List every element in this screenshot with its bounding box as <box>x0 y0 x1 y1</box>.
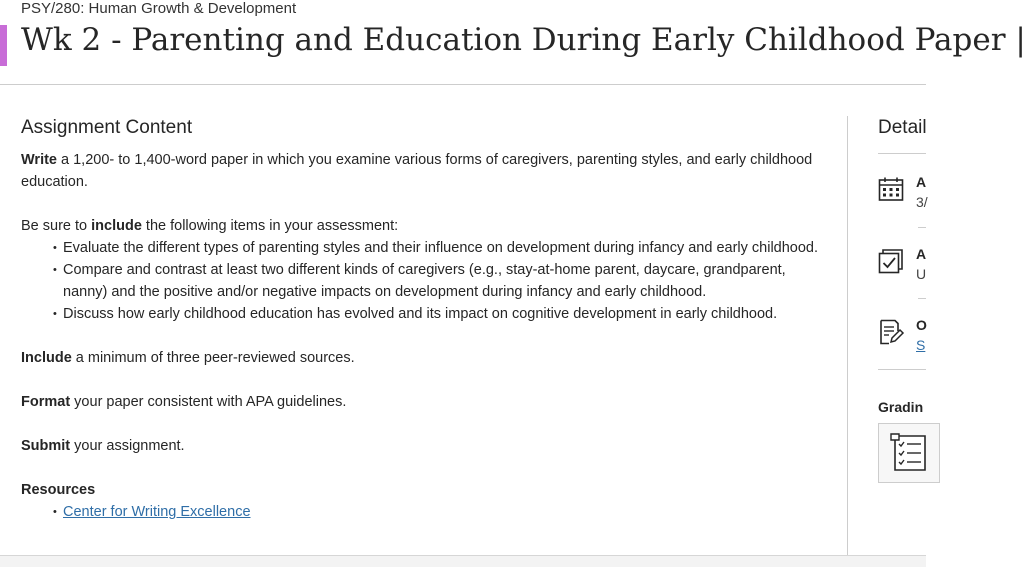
details-separator <box>918 227 926 228</box>
format-instruction <box>21 391 821 413</box>
resources-heading <box>21 479 821 501</box>
rubric-button[interactable] <box>878 423 940 483</box>
sources-instruction <box>21 347 821 369</box>
checkbox-stack-icon <box>878 248 904 274</box>
sidebar-divider <box>847 116 848 556</box>
grading-heading: Gradin <box>878 399 924 415</box>
details-heading: Detail <box>878 117 927 138</box>
assignment-content <box>21 115 821 523</box>
title-accent-bar <box>0 25 7 66</box>
outcomes-link[interactable]: S <box>916 337 926 353</box>
format-text: your paper consistent with APA guidelines. <box>70 394 347 410</box>
include-prefix: Be sure to <box>21 218 92 234</box>
writing-center-link[interactable]: Center for Writing Excellence <box>63 504 251 520</box>
attempts-label: A <box>916 246 927 262</box>
list-item: • Compare and contrast at least two different kinds of caregivers (e.g., stay-at-home parent, daycare, grandparent, nanny) and the positive and/or negative impacts on development during infancy and early childhood. <box>63 259 821 303</box>
outcomes-label: O <box>916 317 927 333</box>
submit-instruction <box>21 435 821 457</box>
rubric-checklist-icon <box>889 432 929 472</box>
submit-bold: Submit <box>21 438 71 454</box>
list-item <box>63 501 821 523</box>
calendar-icon <box>878 176 904 202</box>
sources-text: a minimum of three peer-reviewed sources. <box>71 350 355 366</box>
due-date-value: 3/ <box>916 194 928 210</box>
resources-heading-text: Resources <box>21 482 96 498</box>
course-name: PSY/280: Human Growth & Development <box>21 0 297 17</box>
document-edit-icon <box>878 319 904 345</box>
include-suffix: the following items in your assessment: <box>141 218 399 234</box>
requirements-list <box>21 237 821 325</box>
details-divider <box>878 369 926 370</box>
write-text: a 1,200- to 1,400-word paper in which you examine various forms of caregivers, parenting styles, and early childhood education. <box>21 152 813 190</box>
header-divider <box>0 84 926 85</box>
list-item: • Discuss how early childhood education has evolved and its impact on cognitive development in early childhood. <box>63 303 821 325</box>
details-separator <box>918 298 926 299</box>
sources-bold: Include <box>21 350 72 366</box>
page-title: Wk 2 - Parenting and Education During Early Childhood Paper | <box>21 22 1026 58</box>
details-divider <box>878 153 926 154</box>
include-bold: include <box>91 218 142 234</box>
write-instruction <box>21 149 821 193</box>
format-bold: Format <box>21 394 71 410</box>
resources-list <box>21 501 821 523</box>
attempts-value: U <box>916 266 927 282</box>
list-item: • Evaluate the different types of parenting styles and their influence on development during infancy and early childhood. <box>63 237 821 259</box>
footer-bar <box>0 555 926 567</box>
submit-text: your assignment. <box>70 438 185 454</box>
due-date-label: A <box>916 174 927 190</box>
write-bold: Write <box>21 152 57 168</box>
include-instruction <box>21 215 821 237</box>
assignment-content-heading: Assignment Content <box>21 117 193 138</box>
